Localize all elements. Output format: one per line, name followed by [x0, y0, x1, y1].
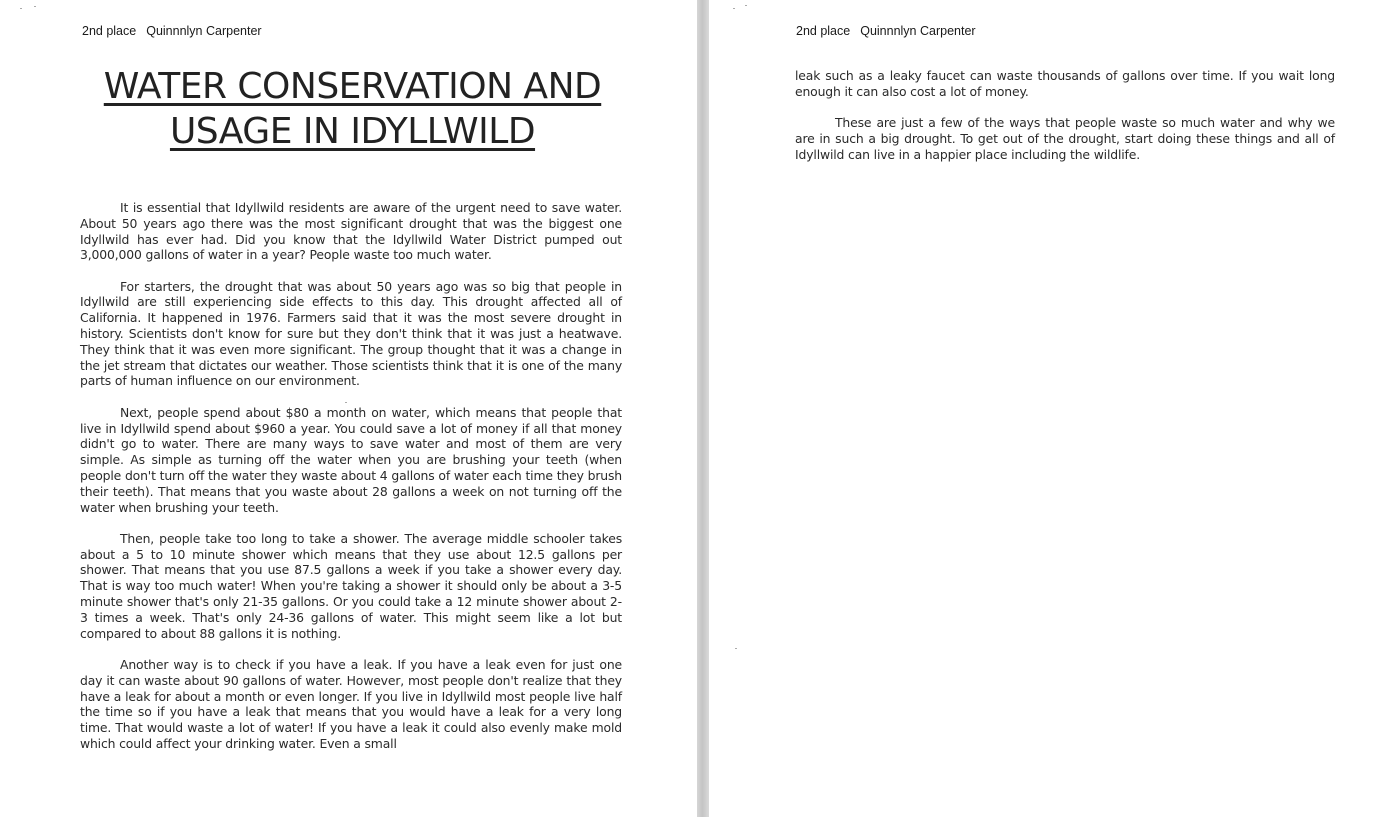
essay-body-continued	[795, 68, 1335, 178]
page-header	[796, 24, 976, 38]
paragraph-intro: It is essential that Idyllwild residents are aware of the urgent need to save water. About 50 years ago there was the most significant drought that was the biggest one Idyllwild has ever had. Did you know that the Idyllwild Water District pumped out 3,000,000 gallons of water in a year? People waste too much water.	[80, 200, 622, 263]
scan-speck	[745, 5, 747, 6]
right-page	[709, 0, 1390, 817]
title-line-2: USAGE IN IDYLLWILD	[169, 111, 536, 152]
title-line-1: WATER CONSERVATION AND	[103, 66, 602, 107]
award-place: 2nd place	[796, 24, 851, 38]
author-name: Quinnnlyn Carpenter	[860, 24, 976, 38]
paragraph-leaks: Another way is to check if you have a leak. If you have a leak even for just one day it can waste about 90 gallons of water. However, most people don't realize that they have a leak for about a month or even longer. If you live in Idyllwild most people live half the time so if you have a leak that means that you would have a leak for a very long time. That would waste a lot of water! If you have a leak it could also evenly make mold which could affect your drinking water. Even a small	[80, 656, 622, 751]
paragraph-leaks-continued: leak such as a leaky faucet can waste thousands of gallons over time. If you wait long enough it can also cost a lot of money.	[795, 68, 1335, 99]
paragraph-drought-history: For starters, the drought that was about 50 years ago was so big that people in Idyllwild are still experiencing side effects to this day. This drought affected all of California. It happened in 1976. Farmers said that it was the most severe drought in history. Scientists don't know for sure but they don't think that it was just a heatwave. They think that it was even more significant. The group thought that it was a change in the jet stream that dictates our weather. Those scientists think that it is one of the many parts of human influence on our environment.	[80, 278, 622, 389]
scan-speck	[20, 8, 22, 9]
essay-body	[80, 200, 622, 767]
scan-speck	[34, 6, 36, 7]
paragraph-conclusion: These are just a few of the ways that people waste so much water and why we are in such a big drought. To get out of the drought, start doing these things and all of Idyllwild can live in a happier place including the wildlife.	[795, 115, 1335, 162]
paragraph-water-cost: Next, people spend about $80 a month on water, which means that people that live in Idyllwild spend about $960 a year. You could save a lot of money if all that money didn't go to water. There are many ways to save water and most of them are very simple. As simple as turning off the water when you are brushing your teeth (when people don't turn off the water they waste about 4 gallons of water each time they brush their teeth). That means that you waste about 28 gallons a week on not turning off the water when brushing your teeth.	[80, 404, 622, 515]
document-title	[70, 64, 635, 154]
paragraph-showers: Then, people take too long to take a shower. The average middle schooler takes about a 5 to 10 minute shower which means that they use about 12.5 gallons per shower. That means that you use 87.5 gallons a week if you take a shower every day. That is way too much water! When you're taking a shower it should only be about a 3-5 minute shower that's only 21-35 gallons. Or you could take a 12 minute shower about 2-3 times a week. That's only 24-36 gallons of water. This might seem like a lot but compared to about 88 gallons it is nothing.	[80, 530, 622, 641]
scan-speck	[735, 648, 737, 649]
page-header	[82, 24, 262, 38]
page-gutter	[697, 0, 709, 817]
scan-speck	[733, 8, 735, 9]
award-place: 2nd place	[82, 24, 137, 38]
author-name: Quinnnlyn Carpenter	[146, 24, 262, 38]
